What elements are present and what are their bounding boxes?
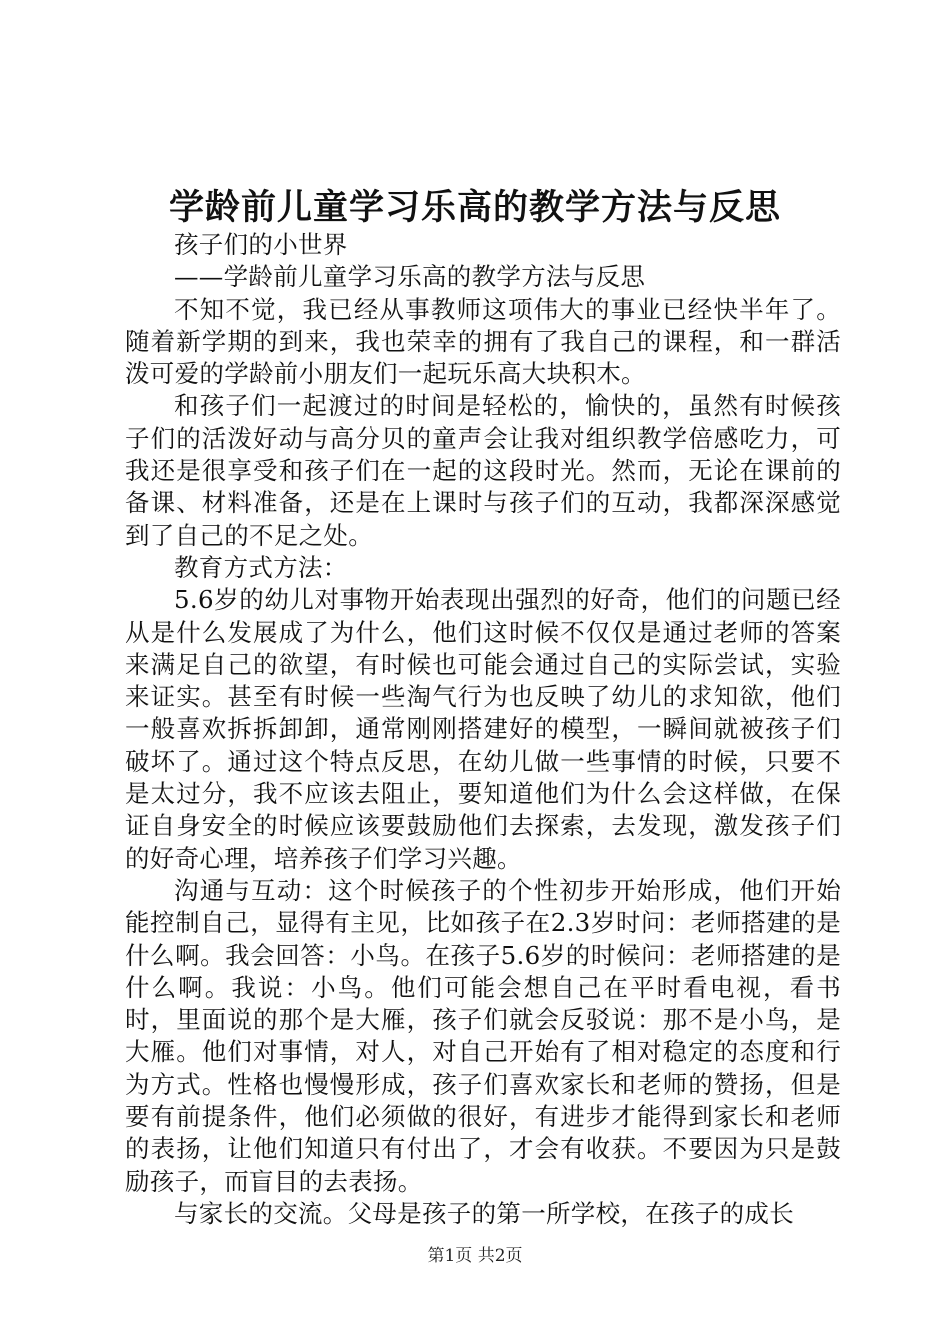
subtitle-line: ——学龄前儿童学习乐高的教学方法与反思: [174, 262, 646, 292]
paragraph: 不知不觉，我已经从事教师这项伟大的事业已经快半年了。随着新学期的到来，我也荣幸的拥有了我自己的课程，和一群活泼可爱的学龄前小朋友们一起玩乐高大块积木。: [125, 294, 841, 389]
subtitle-line: 孩子们的小世界: [174, 230, 348, 259]
document-body: [125, 229, 841, 1230]
paragraph: 与家长的交流。父母是孩子的第一所学校，在孩子的成长: [174, 1198, 794, 1228]
paragraph: 5.6岁的幼儿对事物开始表现出强烈的好奇，他们的问题已经从是什么发展成了为什么，他们这时候不仅仅是通过老师的答案来满足自己的欲望，有时候也可能会通过自己的实际尝试，实验来证实。甚至有时候一些淘气行为也反映了幼儿的求知欲，他们一般喜欢拆拆卸卸，通常刚刚搭建好的模型，一瞬间就被孩子们破坏了。通过这个特点反思，在幼儿做一些事情的时候，只要不是太过分，我不应该去阻止，要知道他们为什么会这样做，在保证自身安全的时候应该要鼓励他们去探索，去发现，激发孩子们的好奇心理，培养孩子们学习兴趣。: [125, 585, 841, 873]
section-heading: 教育方式方法：: [174, 552, 348, 582]
page-footer: 第1页 共2页: [427, 1246, 523, 1266]
paragraph: 和孩子们一起渡过的时间是轻松的，愉快的，虽然有时候孩子们的活泼好动与高分贝的童声会让我对组织教学倍感吃力，可我还是很享受和孩子们在一起的这段时光。然而，无论在课前的备课、材料准备，还是在上课时与孩子们的互动，我都深深感觉到了自己的不足之处。: [125, 391, 841, 550]
document-title: 学龄前儿童学习乐高的教学方法与反思: [168, 187, 781, 228]
paragraph: 沟通与互动：这个时候孩子的个性初步开始形成，他们开始能控制自己，显得有主见，比如孩子在2.3岁时问：老师搭建的是什么啊。我会回答：小鸟。在孩子5.6岁的时候问：老师搭建的是什么啊。我说：小鸟。他们可能会想自己在平时看电视，看书时，里面说的那个是大雁，孩子们就会反驳说：那不是小鸟，是大雁。他们对事情，对人，对自己开始有了相对稳定的态度和行为方式。性格也慢慢形成，孩子们喜欢家长和老师的赞扬，但是要有前提条件，他们必须做的很好，有进步才能得到家长和老师的表扬，让他们知道只有付出了，才会有收获。不要因为只是鼓励孩子，而盲目的去表扬。: [125, 875, 841, 1196]
